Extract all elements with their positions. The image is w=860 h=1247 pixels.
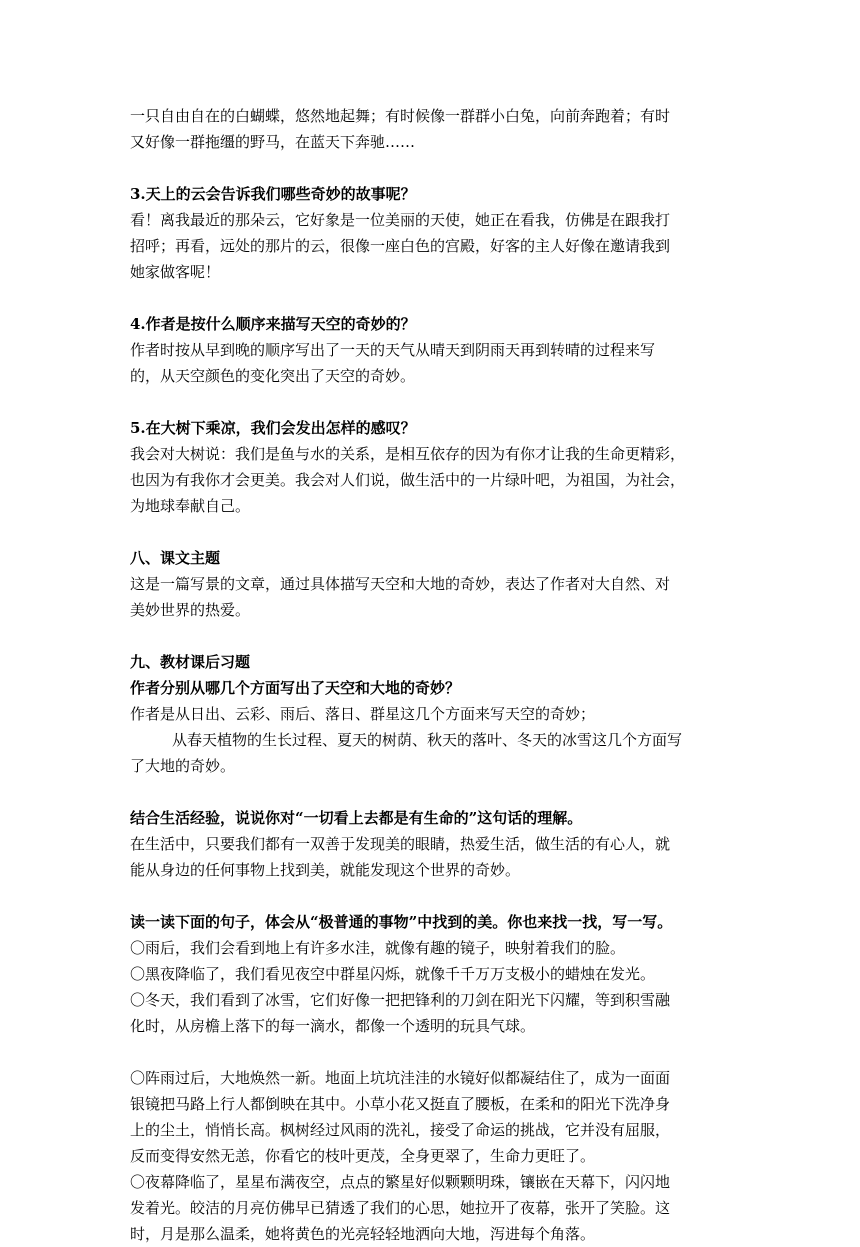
text-line: 〇冬天，我们看到了冰雪，它们好像一把把锋利的刀剑在阳光下闪耀，等到积雪融 bbox=[130, 991, 671, 1009]
question-heading: 5.在大树下乘凉，我们会发出怎样的感叹？ bbox=[130, 419, 416, 437]
text-line: 一只自由自在的白蝴蝶，悠然地起舞；有时候像一群群小白兔，向前奔跑着；有时 bbox=[130, 107, 671, 125]
text-line: 又好像一群拖缰的野马，在蓝天下奔驰…… bbox=[130, 133, 416, 151]
text-line: 〇黑夜降临了，我们看见夜空中群星闪烁，就像千千万万支极小的蜡烛在发光。 bbox=[130, 965, 656, 983]
text-line: 化时，从房檐上落下的每一滴水，都像一个透明的玩具气球。 bbox=[130, 1017, 536, 1035]
text-line: 银镜把马路上行人都倒映在其中。小草小花又挺直了腰板，在柔和的阳光下洗净身 bbox=[130, 1095, 671, 1113]
text-line: 发着光。皎洁的月亮仿佛早已猜透了我们的心思，她拉开了夜幕，张开了笑脸。这 bbox=[130, 1199, 671, 1217]
question-heading: 结合生活经验，说说你对“一切看上去都是有生命的”这句话的理解。 bbox=[130, 809, 583, 827]
question-heading: 读一读下面的句子，体会从“极普通的事物”中找到的美。你也来找一找，写一写。 bbox=[130, 913, 673, 931]
question-heading: 4.作者是按什么顺序来描写天空的奇妙的？ bbox=[130, 315, 416, 333]
text-line: 我会对大树说：我们是鱼与水的关系，是相互依存的因为有你才让我的生命更精彩， bbox=[130, 445, 686, 463]
text-line: 为地球奉献自己。 bbox=[130, 497, 251, 515]
text-line: 美妙世界的热爱。 bbox=[130, 601, 251, 619]
text-line: 〇雨后，我们会看到地上有许多水洼，就像有趣的镜子，映射着我们的脸。 bbox=[130, 939, 626, 957]
text-line: 作者时按从早到晚的顺序写出了一天的天气从晴天到阴雨天再到转晴的过程来写 bbox=[130, 341, 656, 359]
text-line: 这是一篇写景的文章，通过具体描写天空和大地的奇妙，表达了作者对大自然、对 bbox=[130, 575, 671, 593]
text-line: 她家做客呢！ bbox=[130, 263, 221, 281]
text-line: 招呼；再看，远处的那片的云，很像一座白色的宫殿，好客的主人好像在邀请我到 bbox=[130, 237, 671, 255]
text-line: 时，月是那么温柔，她将黄色的光亮轻轻地洒向大地，泻进每个角落。 bbox=[130, 1225, 596, 1243]
text-line: 在生活中，只要我们都有一双善于发现美的眼睛，热爱生活，做生活的有心人，就 bbox=[130, 835, 671, 853]
section-heading: 八、课文主题 bbox=[130, 549, 221, 567]
question-heading: 3.天上的云会告诉我们哪些奇妙的故事呢？ bbox=[130, 185, 416, 203]
text-line: 〇夜幕降临了，星星布满夜空，点点的繁星好似颗颗明珠，镶嵌在天幕下，闪闪地 bbox=[130, 1173, 671, 1191]
text-line: 了大地的奇妙。 bbox=[130, 757, 236, 775]
question-heading: 作者分别从哪几个方面写出了天空和大地的奇妙？ bbox=[130, 679, 461, 697]
text-line: 〇阵雨过后，大地焕然一新。地面上坑坑洼洼的水镜好似都凝结住了，成为一面面 bbox=[130, 1069, 671, 1087]
text-line: 上的尘土，悄悄长高。枫树经过风雨的洗礼，接受了命运的挑战，它并没有屈服， bbox=[130, 1121, 671, 1139]
text-line: 能从身边的任何事物上找到美，就能发现这个世界的奇妙。 bbox=[130, 861, 521, 879]
text-line: 也因为有我你才会更美。我会对人们说，做生活中的一片绿叶吧，为祖国，为社会， bbox=[130, 471, 686, 489]
document-page bbox=[130, 103, 730, 1247]
text-line: 作者是从日出、云彩、雨后、落日、群星这几个方面来写天空的奇妙； bbox=[130, 705, 596, 723]
text-line: 的，从天空颜色的变化突出了天空的奇妙。 bbox=[130, 367, 416, 385]
text-line: 看！离我最近的那朵云，它好象是一位美丽的天使，她正在看我，仿佛是在跟我打 bbox=[130, 211, 671, 229]
section-heading: 九、教材课后习题 bbox=[130, 653, 251, 671]
text-line: 从春天植物的生长过程、夏天的树荫、秋天的落叶、冬天的冰雪这几个方面写 bbox=[172, 731, 683, 749]
text-line: 反而变得安然无恙，你看它的枝叶更茂，全身更翠了，生命力更旺了。 bbox=[130, 1147, 596, 1165]
